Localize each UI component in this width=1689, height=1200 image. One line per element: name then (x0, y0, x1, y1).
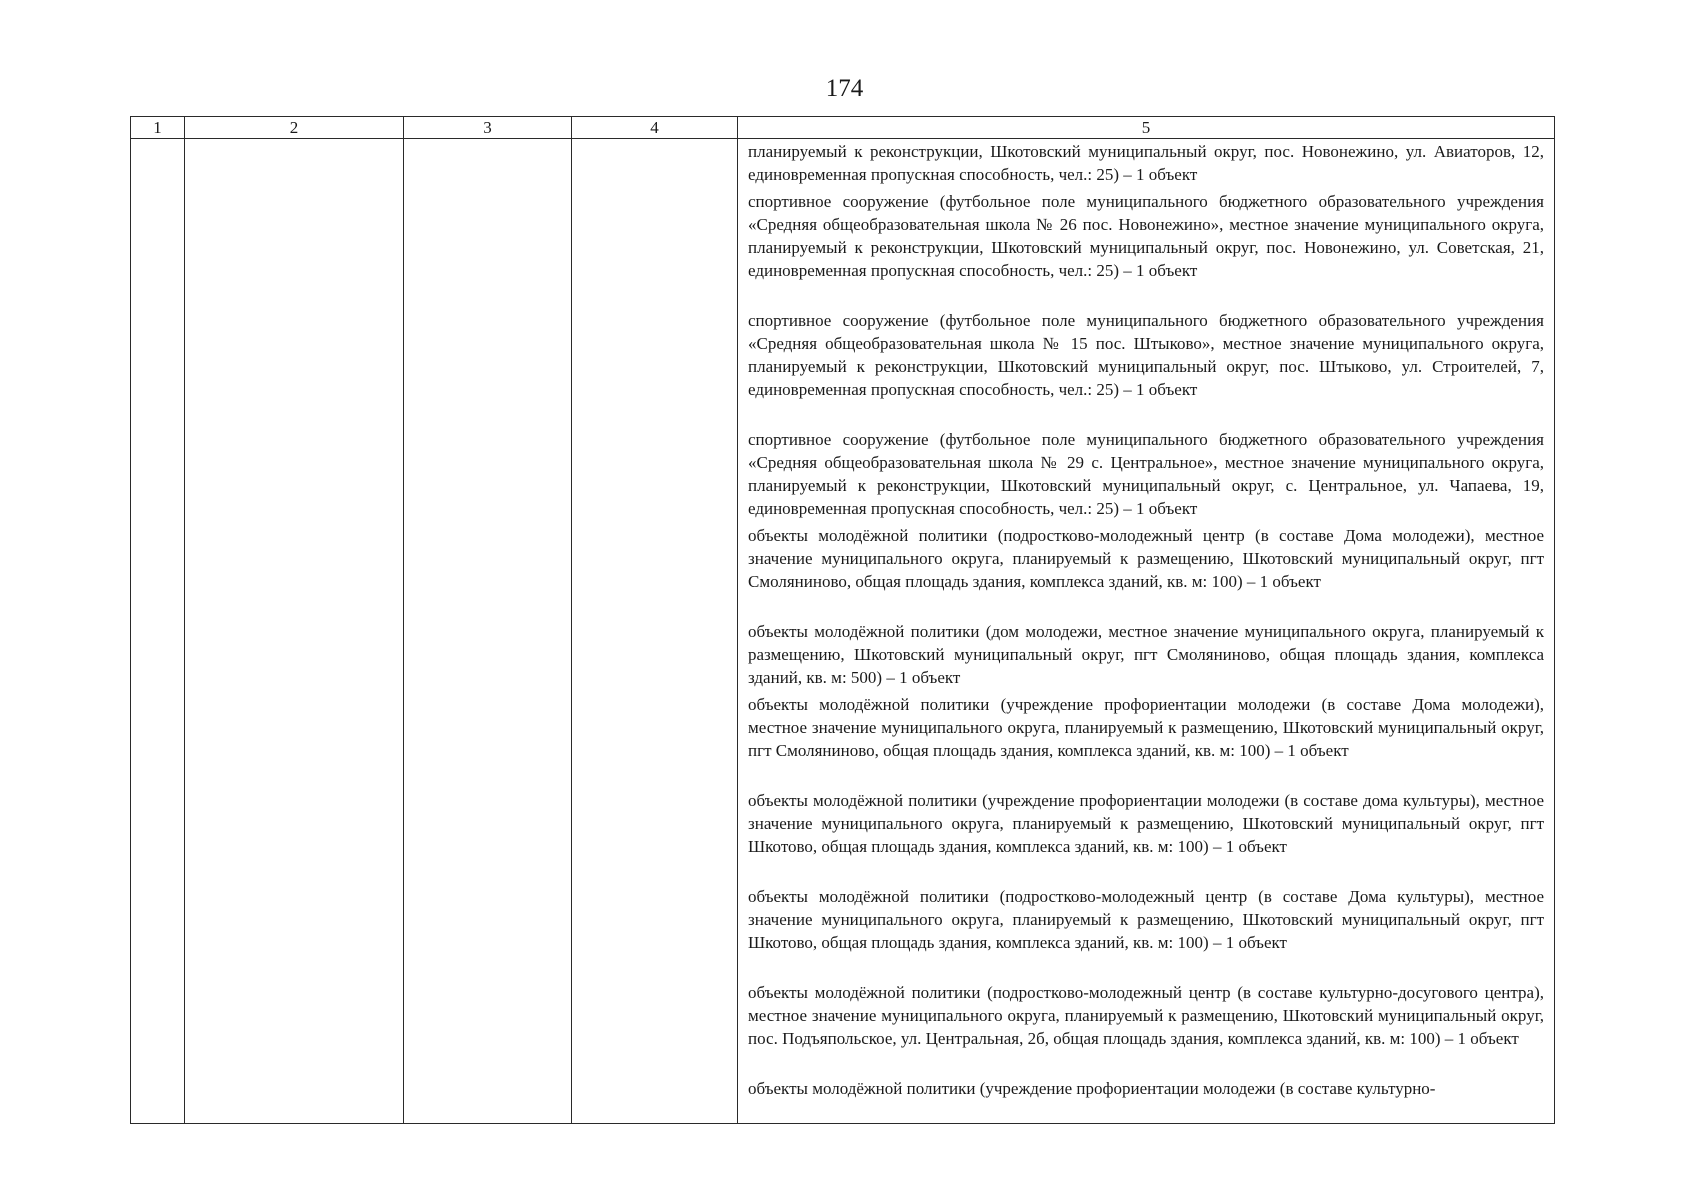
table-header-row (131, 117, 1555, 139)
header-col-2: 2 (185, 117, 404, 139)
object-entry: объекты молодёжной политики (подростково-молодежный центр (в составе культурно-досугового центра), местное значение муниципального округа, планируемый к размещению, Шкотовский муниципальный округ, пос. Подъяпольское, ул. Центральная, 2б, общая площадь здания, комплекса зданий, кв. м: 100) – 1 объект (748, 983, 1544, 1048)
cell-col-4 (572, 139, 738, 1124)
table-row (131, 139, 1555, 1124)
header-col-1: 1 (131, 117, 185, 139)
header-col-4: 4 (572, 117, 738, 139)
object-entry: объекты молодёжной политики (подростково-молодежный центр (в составе Дома культуры), местное значение муниципального округа, планируемый к размещению, Шкотовский муниципальный округ, пгт Шкотово, общая площадь здания, комплекса зданий, кв. м: 100) – 1 объект (748, 887, 1544, 952)
cell-col-5 (738, 139, 1555, 1124)
object-entry: объекты молодёжной политики (учреждение профориентации молодежи (в составе Дома молодежи), местное значение муниципального округа, планируемый к размещению, Шкотовский муниципальный округ, пгт Смоляниново, общая площадь здания, комплекса зданий, кв. м: 100) – 1 объект (748, 695, 1544, 760)
object-entry: планируемый к реконструкции, Шкотовский муниципальный округ, пос. Новонежино, ул. Авиаторов, 12, единовременная пропускная способность, чел.: 25) – 1 объект (748, 142, 1544, 184)
object-entry: спортивное сооружение (футбольное поле муниципального бюджетного образовательного учреждения «Средняя общеобразовательная школа № 29 с. Центральное», местное значение муниципального округа, планируемый к реконструкции, Шкотовский муниципальный округ, с. Центральное, ул. Чапаева, 19, единовременная пропускная способность, чел.: 25) – 1 объект (748, 430, 1544, 518)
cell-col-3 (404, 139, 572, 1124)
header-col-5: 5 (738, 117, 1555, 139)
object-entry: объекты молодёжной политики (учреждение профориентации молодежи (в составе культурно- (748, 1079, 1436, 1098)
cell-col-2 (185, 139, 404, 1124)
object-entry: спортивное сооружение (футбольное поле муниципального бюджетного образовательного учреждения «Средняя общеобразовательная школа № 26 пос. Новонежино», местное значение муниципального округа, планируемый к реконструкции, Шкотовский муниципальный округ, пос. Новонежино, ул. Советская, 21, единовременная пропускная способность, чел.: 25) – 1 объект (748, 192, 1544, 280)
object-entry: объекты молодёжной политики (дом молодежи, местное значение муниципального округа, планируемый к размещению, Шкотовский муниципальный округ, пгт Смоляниново, общая площадь здания, комплекса зданий, кв. м: 500) – 1 объект (748, 622, 1544, 687)
object-entry: спортивное сооружение (футбольное поле муниципального бюджетного образовательного учреждения «Средняя общеобразовательная школа № 15 пос. Штыково», местное значение муниципального округа, планируемый к реконструкции, Шкотовский муниципальный округ, пос. Штыково, ул. Строителей, 7, единовременная пропускная способность, чел.: 25) – 1 объект (748, 311, 1544, 399)
page-number: 174 (825, 75, 864, 102)
planning-objects-table (130, 116, 1555, 1124)
cell-col-1 (131, 139, 185, 1124)
object-entry: объекты молодёжной политики (подростково-молодежный центр (в составе Дома молодежи), местное значение муниципального округа, планируемый к размещению, Шкотовский муниципальный округ, пгт Смоляниново, общая площадь здания, комплекса зданий, кв. м: 100) – 1 объект (748, 526, 1544, 591)
header-col-3: 3 (404, 117, 572, 139)
object-entry: объекты молодёжной политики (учреждение профориентации молодежи (в составе дома культуры), местное значение муниципального округа, планируемый к размещению, Шкотовский муниципальный округ, пгт Шкотово, общая площадь здания, комплекса зданий, кв. м: 100) – 1 объект (748, 791, 1544, 856)
